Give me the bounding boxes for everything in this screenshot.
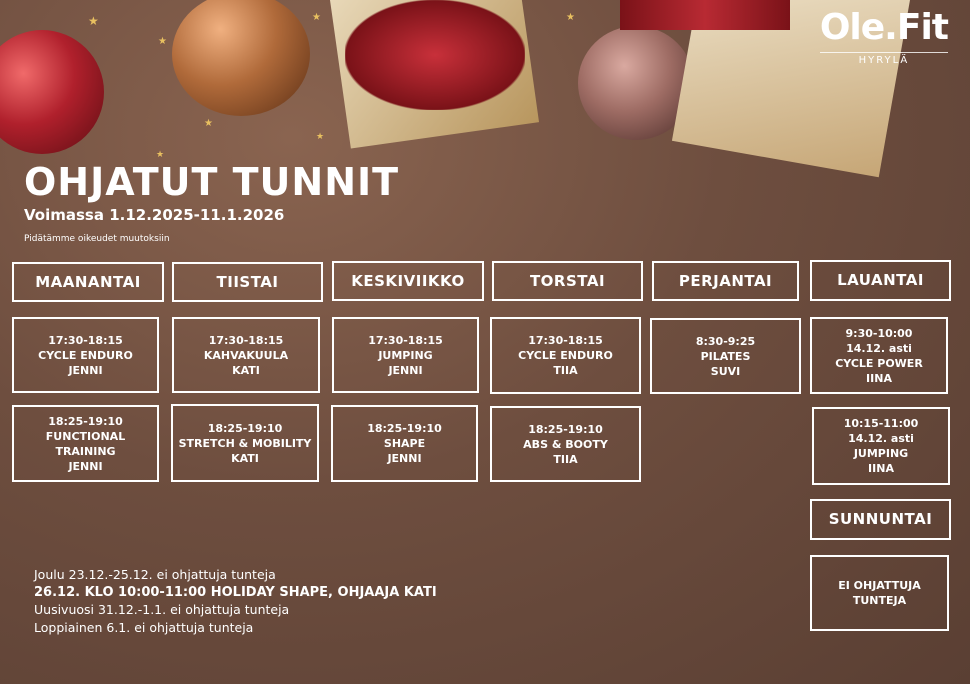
class-note: 14.12. asti bbox=[846, 341, 912, 355]
class-card bbox=[650, 318, 801, 394]
star-icon: ★ bbox=[312, 12, 321, 23]
class-time: 17:30-18:15 bbox=[528, 334, 603, 347]
star-icon: ★ bbox=[156, 150, 165, 160]
star-icon: ★ bbox=[204, 118, 213, 129]
class-time: 18:25-19:10 bbox=[367, 422, 442, 435]
class-time: 18:25-19:10 bbox=[207, 421, 283, 435]
red-ornament-left bbox=[0, 30, 104, 154]
star-icon: ★ bbox=[566, 12, 575, 23]
class-card bbox=[490, 317, 641, 394]
class-card bbox=[12, 317, 159, 393]
ribbon-right bbox=[620, 0, 790, 30]
day-header-saturday: LAUANTAI bbox=[810, 260, 951, 301]
day-header-wednesday: KESKIVIIKKO bbox=[332, 261, 484, 301]
class-name: JUMPING bbox=[378, 348, 433, 362]
note-item: 26.12. KLO 10:00-11:00 HOLIDAY SHAPE, OHJAAJA KATI bbox=[34, 584, 437, 600]
class-card bbox=[332, 317, 479, 393]
star-icon: ★ bbox=[316, 132, 325, 142]
note-item: Loppiainen 6.1. ei ohjattuja tunteja bbox=[34, 619, 254, 635]
class-time: 17:30-18:15 bbox=[208, 333, 284, 347]
class-name: CYCLE POWER bbox=[835, 356, 923, 370]
class-instructor: JENNI bbox=[68, 459, 103, 473]
day-header-monday: MAANANTAI bbox=[12, 262, 164, 302]
class-name: PILATES bbox=[700, 349, 751, 363]
class-card bbox=[171, 404, 319, 482]
brand-name: Ole.Fit bbox=[819, 7, 948, 48]
class-name: CYCLE ENDURO bbox=[38, 348, 133, 362]
class-card bbox=[490, 406, 641, 482]
class-name: SHAPE bbox=[383, 437, 426, 450]
star-icon: ★ bbox=[158, 36, 167, 47]
class-time: 10:15-11:00 bbox=[843, 417, 919, 430]
logo-divider bbox=[820, 52, 948, 53]
class-time: 18:25-19:10 bbox=[48, 414, 123, 428]
holiday-notes bbox=[34, 566, 437, 636]
sunday-card bbox=[810, 555, 949, 631]
class-name: KAHVAKUULA bbox=[203, 348, 289, 362]
ribbon-bow-left bbox=[345, 0, 525, 110]
class-time: 17:30-18:15 bbox=[368, 333, 443, 347]
class-card bbox=[331, 405, 478, 482]
class-card bbox=[172, 317, 320, 393]
class-name: CYCLE ENDURO bbox=[518, 349, 613, 362]
class-instructor: TIIA bbox=[553, 452, 578, 466]
note-item: Joulu 23.12.-25.12. ei ohjattuja tunteja bbox=[34, 567, 276, 582]
class-instructor: TIIA bbox=[553, 364, 578, 377]
class-time: 9:30-10:00 bbox=[845, 326, 913, 340]
class-time: 18:25-19:10 bbox=[528, 422, 603, 436]
sunday-line-2: TUNTEJA bbox=[852, 594, 907, 607]
class-time: 8:30-9:25 bbox=[695, 334, 756, 348]
class-instructor: SUVI bbox=[710, 364, 741, 378]
disclaimer: Pidätämme oikeudet muutoksiin bbox=[24, 234, 170, 244]
brand-location: HYRYLÄ bbox=[858, 55, 910, 66]
class-name: STRETCH & MOBILITY bbox=[178, 436, 312, 450]
class-name: FUNCTIONAL TRAINING bbox=[45, 429, 126, 458]
class-instructor: JENNI bbox=[387, 452, 422, 465]
validity-period: Voimassa 1.12.2025-11.1.2026 bbox=[24, 206, 285, 224]
star-icon: ★ bbox=[88, 14, 99, 28]
class-instructor: IINA bbox=[868, 462, 894, 475]
day-header-thursday: TORSTAI bbox=[492, 261, 643, 301]
day-header-sunday: SUNNUNTAI bbox=[810, 499, 951, 540]
day-header-friday: PERJANTAI bbox=[652, 261, 799, 301]
class-name: JUMPING bbox=[853, 447, 909, 460]
class-instructor: KATI bbox=[232, 363, 260, 377]
class-card bbox=[812, 407, 950, 485]
class-note: 14.12. asti bbox=[848, 432, 914, 445]
page-title: OHJATUT TUNNIT bbox=[24, 160, 400, 204]
class-time: 17:30-18:15 bbox=[48, 333, 123, 347]
bronze-ornament bbox=[172, 0, 310, 116]
class-card bbox=[810, 317, 948, 394]
class-name: ABS & BOOTY bbox=[523, 437, 608, 451]
class-instructor: JENNI bbox=[68, 363, 103, 377]
day-header-tuesday: TIISTAI bbox=[172, 262, 323, 302]
class-instructor: IINA bbox=[866, 371, 892, 385]
class-card bbox=[12, 405, 159, 482]
class-instructor: KATI bbox=[231, 451, 259, 465]
note-item: Uusivuosi 31.12.-1.1. ei ohjattuja tunteja bbox=[34, 602, 290, 617]
sunday-line-1: EI OHJATTUJA bbox=[838, 579, 921, 592]
brand-logo bbox=[820, 8, 948, 66]
class-instructor: JENNI bbox=[388, 363, 423, 377]
